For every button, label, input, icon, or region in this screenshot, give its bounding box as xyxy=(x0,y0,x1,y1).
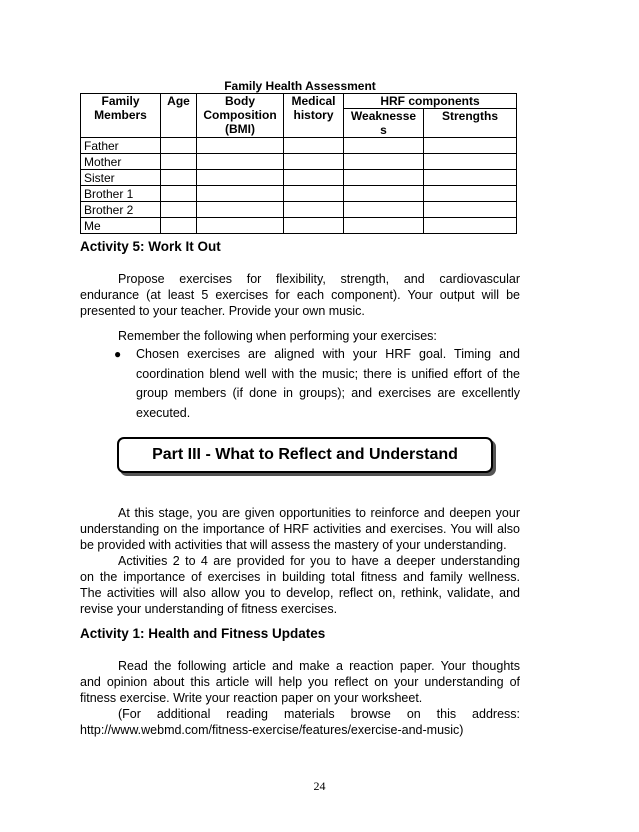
bullet-icon: ● xyxy=(114,347,122,361)
header-body-composition: Body Composition (BMI) xyxy=(197,94,284,138)
header-family-members: Family Members xyxy=(81,94,161,138)
header-medical-history: Medical history xyxy=(284,94,344,138)
row-label: Brother 1 xyxy=(81,186,161,202)
part3-paragraph-1: At this stage, you are given opportunities to reinforce and deepen your understanding on the importance of HRF activities and exercises. You will also be provided with activities that will assess the mastery of your understanding. Activities 2 to 4 are provided for you to have a deeper understanding on the importance of exercises in building total fitness and family wellness. The activities will also allow you to develop, reflect on, rethink, validate, and revise your understanding of fitness exercises. xyxy=(80,506,520,616)
page-number: 24 xyxy=(313,779,326,793)
activity5-bullet: ● Chosen exercises are aligned with your HRF goal. Timing and coordination blend well with the music; there is unified effort of the group members (if done in groups); and exercises are excellently executed. xyxy=(114,347,520,420)
table-title: Family Health Assessment xyxy=(224,79,376,93)
row-label: Sister xyxy=(81,170,161,186)
row-label: Brother 2 xyxy=(81,202,161,218)
header-hrf-components: HRF components xyxy=(344,94,517,109)
table-row xyxy=(81,186,517,202)
row-label: Me xyxy=(81,218,161,234)
activity1-paragraph: Read the following article and make a reaction paper. Your thoughts and opinion about this article will help you reflect on your understanding of fitness exercise. Write your reaction paper on your worksheet. (For additional reading materials browse on this address: http://www.webmd.com/fitness-exercise/features/exercise-and-music) xyxy=(80,659,520,737)
header-strengths: Strengths xyxy=(424,109,517,138)
header-age: Age xyxy=(161,94,197,138)
header-weaknesses: Weaknesse s xyxy=(344,109,424,138)
part3-banner: Part III - What to Reflect and Understand xyxy=(117,437,493,473)
table-row xyxy=(81,202,517,218)
table-row xyxy=(81,170,517,186)
activity1-heading: Activity 1: Health and Fitness Updates xyxy=(80,626,326,641)
activity5-heading: Activity 5: Work It Out xyxy=(80,239,221,254)
activity5-remember: Remember the following when performing your exercises: xyxy=(118,329,437,343)
family-health-assessment-table xyxy=(80,93,517,234)
row-label: Father xyxy=(81,138,161,154)
table-row xyxy=(81,138,517,154)
activity5-paragraph: Propose exercises for flexibility, strength, and cardiovascular endurance (at least 5 exercises for each component). Your output will be presented to your teacher. Provide your own music. xyxy=(80,272,520,318)
row-label: Mother xyxy=(81,154,161,170)
table-row xyxy=(81,218,517,234)
table-row xyxy=(81,154,517,170)
